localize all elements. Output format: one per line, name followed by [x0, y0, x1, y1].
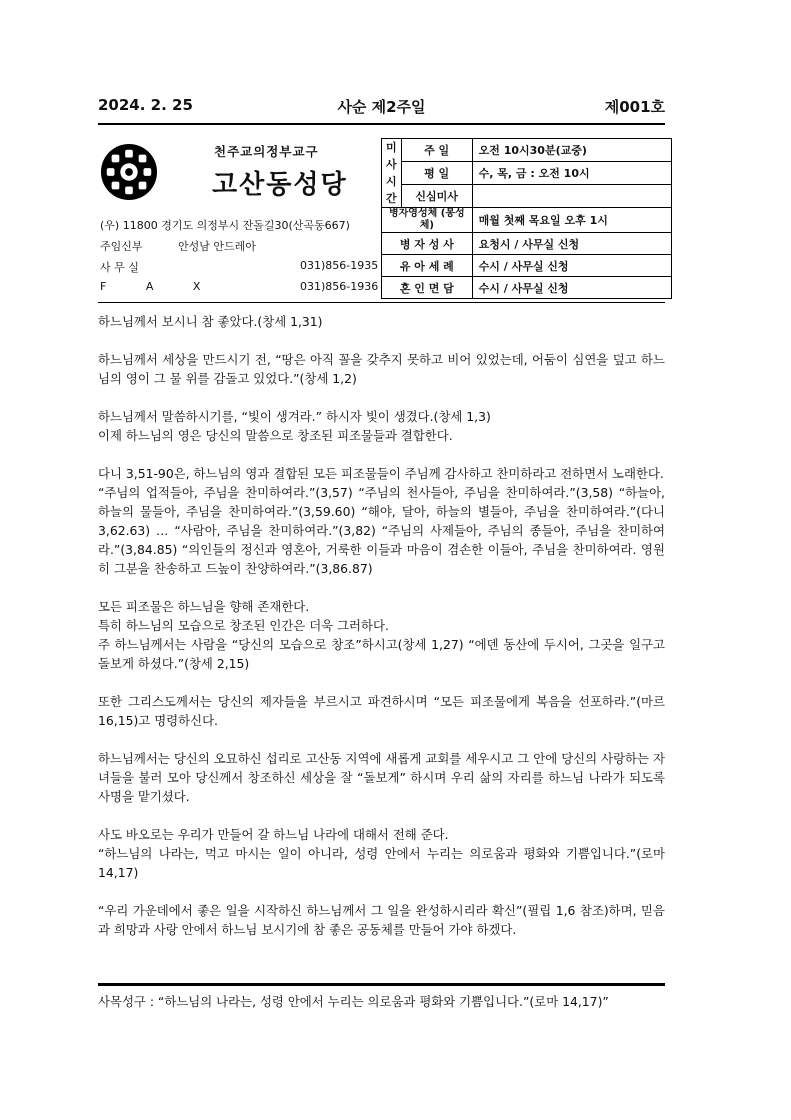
schedule-label: 신심미사	[401, 185, 472, 208]
parish-name: 고산동성당	[212, 170, 348, 200]
diocese-name: 천주교의정부교구	[214, 144, 319, 159]
schedule-label: 혼 인 면 담	[382, 277, 473, 299]
schedule-label: 평 일	[401, 162, 472, 185]
issue-date: 2024. 2. 25	[98, 96, 193, 114]
fax-label: F A X	[100, 280, 219, 293]
priest-line	[100, 238, 376, 254]
article-body	[98, 312, 665, 958]
priest-name: 안성남 안드레아	[178, 240, 256, 253]
fax-phone: 031)856-1936	[300, 280, 379, 293]
schedule-label: 주 일	[401, 139, 472, 162]
liturgical-title: 사순 제2주일	[337, 98, 426, 116]
paragraph: 사도 바오로는 우리가 만들어 갈 하느님 나라에 대해서 전해 준다. “하느님의 나라는, 먹고 마시는 일이 아니라, 성령 안에서 누리는 의로움과 평화와 기쁨입니다.”(로마 14,17)	[98, 827, 665, 880]
priest-label: 주임신부	[100, 240, 143, 253]
fax-line	[100, 280, 379, 293]
address-line	[100, 217, 350, 233]
schedule-label: 유 아 세 례	[382, 255, 473, 277]
office-line	[100, 259, 379, 275]
bulletin-header	[98, 94, 665, 120]
schedule-row	[382, 208, 672, 233]
paragraph: 다니 3,51-90은, 하느님의 영과 결합된 모든 피조물들이 주님께 감사하고 찬미하라고 전하면서 노래한다. “주님의 업적들아, 주님을 찬미하여라.”(3,57) “주님의 천사들아, 주님을 찬미하여라.”(3,58) “하늘아, 하늘의 물들아, 주님을 찬미하여라.”(3,59.60) “해야, 달아, 하늘의 별들아, 주님을 찬미하여라.”(다니 3,62.63) … “사람아, 주님을 찬미하여라.”(3,82) “주님의 사제들아, 주님의 종들아, 주님을 찬미하여라.”(3,84.85) “의인들의 정신과 영혼아, 거룩한 이들과 마음이 겸손한 이들아, 주님을 찬미하여라. 영원히 그분을 찬송하고 드높이 찬양하여라.”(3,86.87)	[98, 466, 665, 576]
paragraph: “우리 가운데에서 좋은 일을 시작하신 하느님께서 그 일을 완성하시리라 확신”(필립 1,6 참조)하며, 믿음과 희망과 사랑 안에서 하느님 보시기에 참 좋은 공동체를 만들어 가야 하겠다.	[98, 903, 665, 937]
schedule-row	[382, 233, 672, 255]
address: (우) 11800 경기도 의정부시 잔돌길30(산곡동667)	[100, 219, 350, 232]
paragraph: 모든 피조물은 하느님을 향해 존재한다. 특히 하느님의 모습으로 창조된 인간은 더욱 그러하다. 주 하느님께서는 사람을 “당신의 모습으로 창조”하시고(창세 1,27) “에덴 동산에 두시어, 그곳을 일구고 돌보게 하셨다.”(창세 2,15)	[98, 599, 665, 671]
schedule-value: 매월 첫째 목요일 오후 1시	[472, 208, 671, 233]
schedule-row	[382, 139, 672, 162]
schedule-value: 수시 / 사무실 신청	[472, 255, 671, 277]
schedule-row	[382, 162, 672, 185]
schedule-row	[382, 277, 672, 299]
office-phone: 031)856-1935	[300, 259, 379, 272]
pastoral-motto: 사목성구 : “하느님의 나라는, 성령 안에서 누리는 의로움과 평화와 기쁨입니다.”(로마 14,17)”	[98, 994, 609, 1009]
office-label: 사 무 실	[100, 261, 139, 274]
schedule-row	[382, 255, 672, 277]
issue-number: 제001호	[604, 98, 665, 116]
paragraph: 하느님께서 말씀하시기를, “빛이 생겨라.” 하시자 빛이 생겼다.(창세 1,3) 이제 하느님의 영은 당신의 말씀으로 창조된 피조물들과 결합한다.	[98, 409, 491, 443]
paragraph: 하느님께서 세상을 만드시기 전, “땅은 아직 꼴을 갖추지 못하고 비어 있었는데, 어둠이 심연을 덮고 하느님의 영이 그 물 위를 감돌고 있었다.”(창세 1,2)	[98, 352, 665, 386]
schedule-value: 요청시 / 사무실 신청	[472, 233, 671, 255]
paragraph: 또한 그리스도께서는 당신의 제자들을 부르시고 파견하시며 “모든 피조물에게 복음을 선포하라.”(마르 16,15)고 명령하신다.	[98, 694, 665, 728]
schedule-value: 수시 / 사무실 신청	[472, 277, 671, 299]
schedule-table	[381, 138, 672, 299]
schedule-label: 병자영성체 (봉성체)	[382, 208, 473, 233]
schedule-label: 병 자 성 사	[382, 233, 473, 255]
paragraph: 하느님께서 보시니 참 좋았다.(창세 1,31)	[98, 314, 323, 329]
schedule-row	[382, 185, 672, 208]
parish-logo-icon	[100, 143, 158, 201]
info-divider	[98, 302, 665, 303]
paragraph: 하느님께서는 당신의 오묘하신 섭리로 고산동 지역에 새롭게 교회를 세우시고 그 안에 당신의 사랑하는 자녀들을 불러 모아 당신께서 창조하신 세상을 잘 “돌보게” 하시며 우리 삶의 자리를 하느님 나라가 되도록 사명을 맡기셨다.	[98, 751, 665, 804]
footer-divider	[98, 983, 665, 986]
schedule-value	[472, 185, 671, 208]
header-divider	[98, 123, 665, 125]
mass-time-label: 미 사 시 간	[382, 139, 402, 208]
schedule-value: 오전 10시30분(교중)	[472, 139, 671, 162]
schedule-value: 수, 목, 금 : 오전 10시	[472, 162, 671, 185]
